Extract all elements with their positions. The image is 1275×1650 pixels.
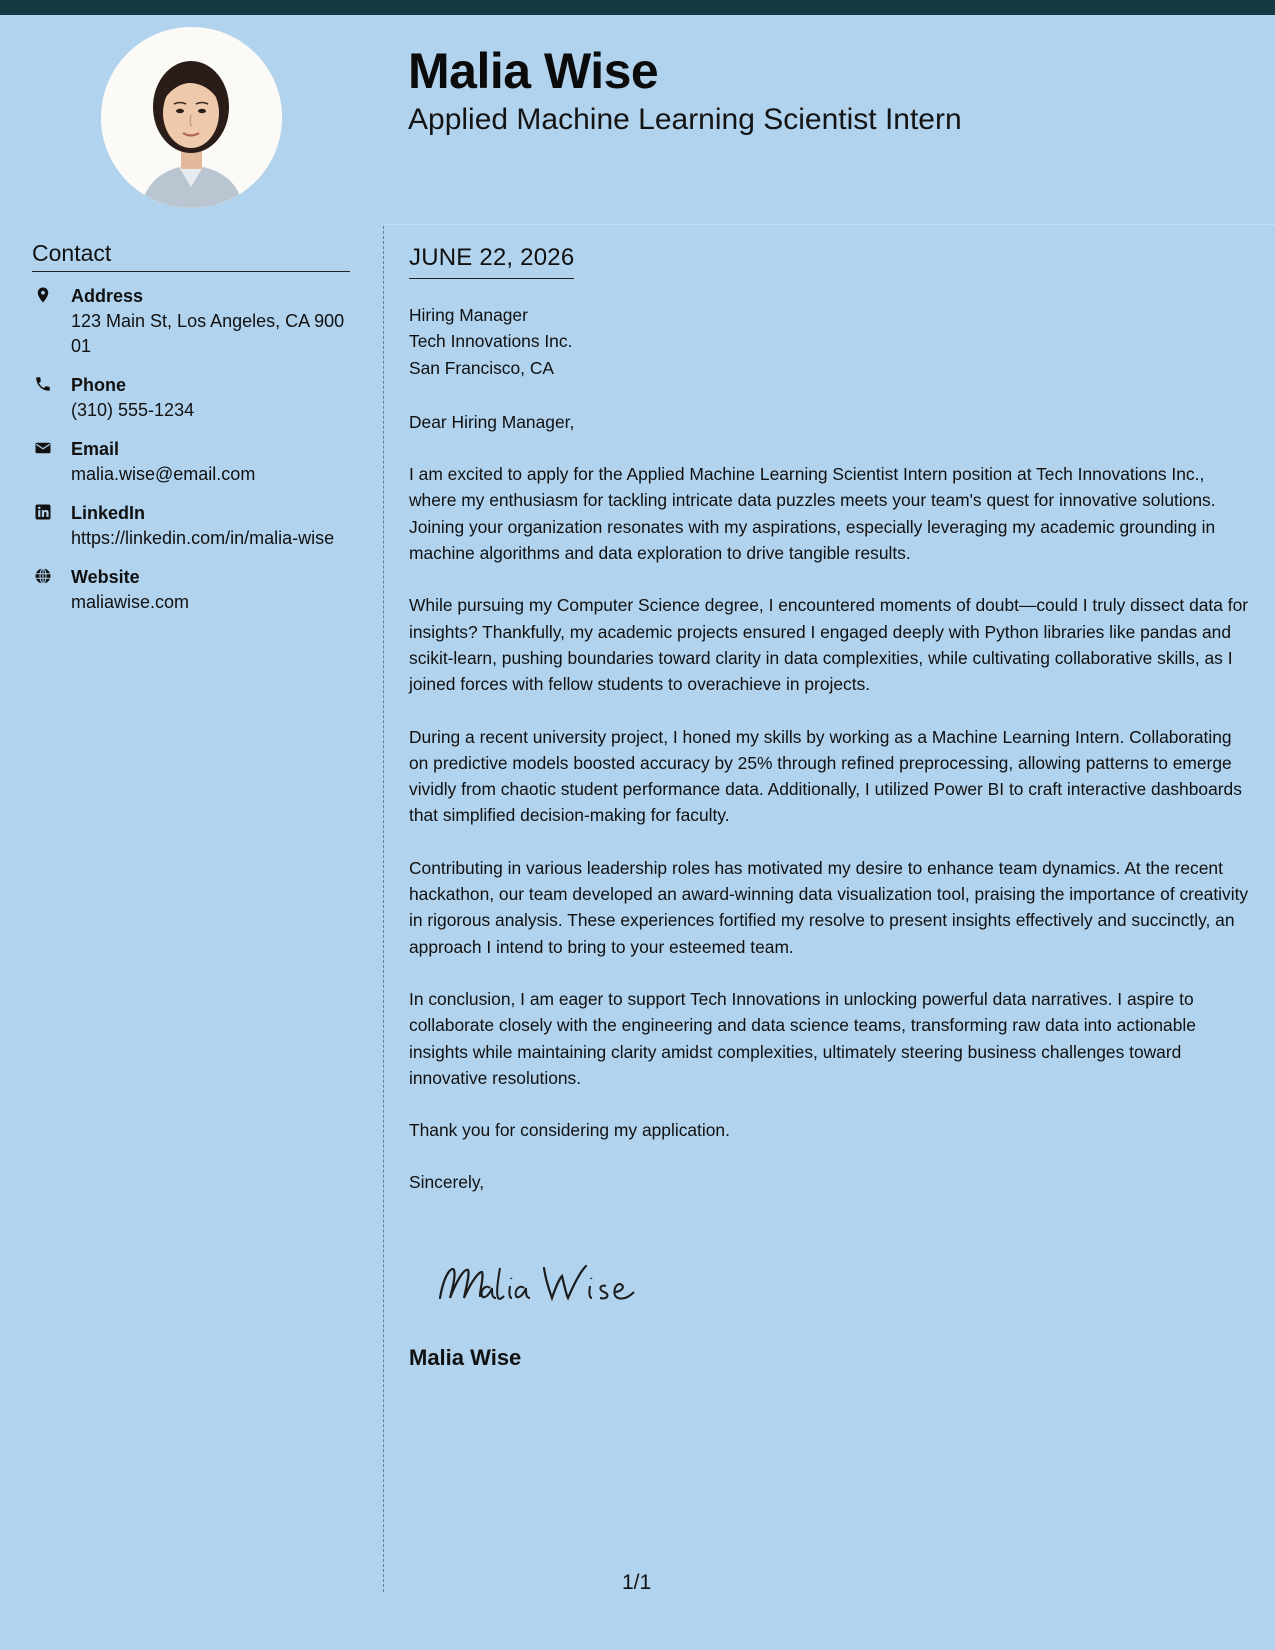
contact-website-label: Website (71, 567, 140, 587)
recipient-line: Tech Innovations Inc. (409, 331, 573, 352)
contact-linkedin-value[interactable]: https://linkedin.com/in/malia-wise (71, 528, 335, 548)
linkedin-icon (34, 503, 52, 521)
profile-photo (101, 27, 282, 208)
top-bar (0, 0, 1275, 15)
page-number: 1/1 (622, 1571, 652, 1594)
contact-heading: Contact (32, 240, 350, 272)
letter-paragraph: Contributing in various leadership roles has motivated my desire to enhance team dynamics. At the recent hackathon, our team developed an award-winning data visualization tool, praising the importance of creativity in rigorous analysis. These experiences fortified my resolve to present insights effectively and succinctly, an approach I intend to bring to your esteemed team. (409, 857, 1249, 957)
salutation: Dear Hiring Manager, (409, 411, 575, 432)
recipient-line: Hiring Manager (409, 305, 528, 325)
letter-paragraph: During a recent university project, I honed my skills by working as a Machine Learning Intern. Collaborating on predictive models boosted accuracy by 25% through refined preprocessing, allowing patterns to emerge vividly from chaotic student performance data. Additionally, I utilized Power BI to craft interactive dashboards that simplified decision-making for faculty. (409, 726, 1242, 826)
letter-date: JUNE 22, 2026 (409, 244, 574, 279)
contact-email-label: Email (71, 439, 120, 459)
column-divider (383, 226, 384, 1592)
candidate-name: Malia Wise (408, 43, 659, 99)
contact-linkedin (32, 501, 350, 551)
contact-phone-value: (310) 555-1234 (71, 400, 195, 420)
contact-email (32, 437, 350, 487)
handwritten-signature (434, 1254, 654, 1314)
map-pin-icon (34, 286, 52, 304)
contact-website-value[interactable]: maliawise.com (71, 592, 190, 612)
contact-address (32, 284, 350, 359)
letter-body (409, 302, 1251, 1222)
letter-paragraph: In conclusion, I am eager to support Tech Innovations in unlocking powerful data narratives. I aspire to collaborate closely with the engineering and data science teams, transforming raw data into actionable insights while maintaining clarity amidst complexities, ultimately steering business challenges toward innovative resolutions. (409, 988, 1196, 1088)
contact-website (32, 565, 350, 615)
recipient-line: San Francisco, CA (409, 357, 554, 378)
contact-email-value: malia.wise@email.com (71, 464, 256, 484)
globe-icon (34, 567, 52, 585)
phone-icon (34, 375, 52, 393)
envelope-icon (34, 439, 52, 457)
job-title: Applied Machine Learning Scientist Intern (408, 103, 962, 136)
closing: Sincerely, (409, 1172, 485, 1193)
letter-paragraph: While pursuing my Computer Science degree, I encountered moments of doubt—could I truly dissect data for insights? Thankfully, my academic projects ensured I engaged deeply with Python libraries like pandas and scikit-learn, pushing boundaries toward clarity in data complexities, while cultivating collaborative skills, as I joined forces with fellow students to overachieve in projects. (409, 595, 1249, 695)
contact-phone-label: Phone (71, 375, 127, 395)
contact-list (32, 284, 350, 629)
header-divider (384, 224, 1275, 225)
signer-name: Malia Wise (409, 1345, 522, 1370)
profile-photo-art (101, 27, 282, 208)
contact-address-value: 123 Main St, Los Angeles, CA 90001 (71, 311, 345, 356)
letter-paragraph: I am excited to apply for the Applied Machine Learning Scientist Intern position at Tech Innovations Inc., where my enthusiasm for tackling intricate data puzzles meets your team's quest for innovative solutions. Joining your organization resonates with my aspirations, especially leveraging my academic grounding in machine algorithms and data exploration to drive tangible results. (409, 464, 1216, 564)
contact-linkedin-label: LinkedIn (71, 503, 146, 523)
contact-address-label: Address (71, 286, 144, 306)
contact-phone (32, 373, 350, 423)
recipient-block (409, 302, 1251, 381)
letter-paragraph: Thank you for considering my application. (409, 1120, 730, 1141)
